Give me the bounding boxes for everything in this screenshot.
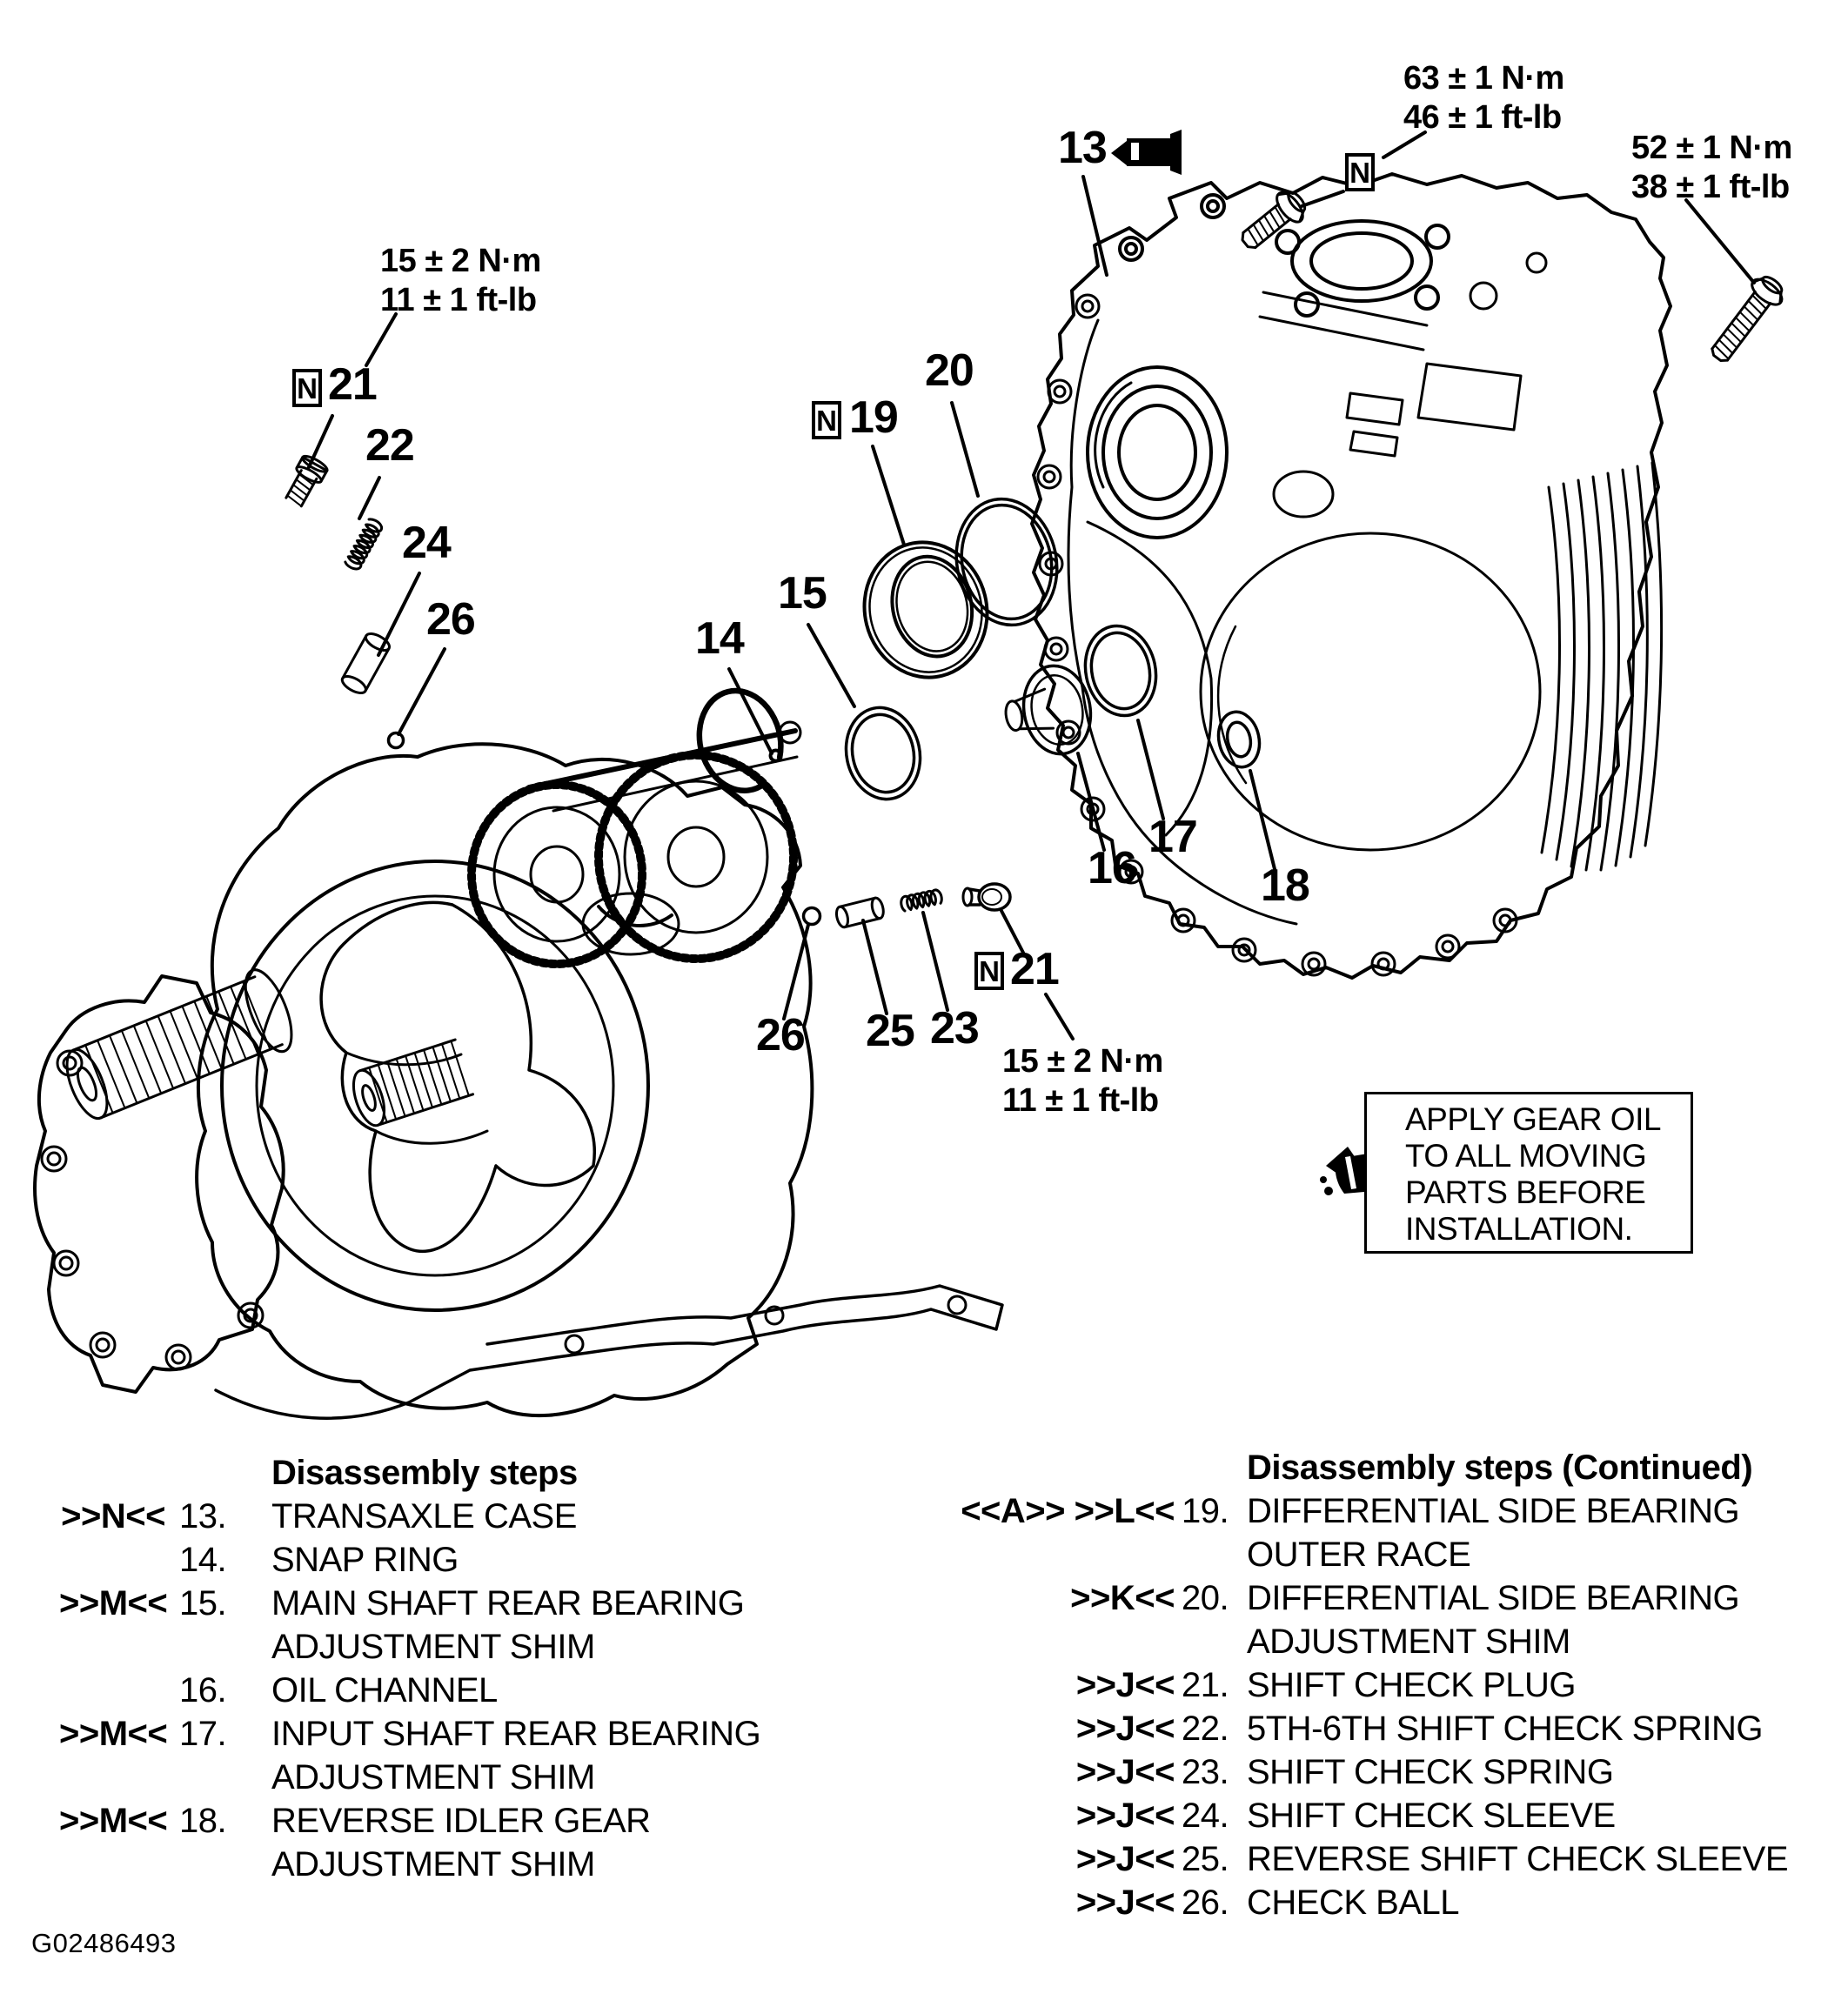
part-label-13: 13	[1058, 123, 1107, 173]
step-19	[905, 1489, 1788, 1576]
step-text: 5TH-6TH SHIFT CHECK SPRING	[1247, 1710, 1763, 1748]
step-marker: >>N<<	[61, 1497, 165, 1536]
figure-code: G02486493	[31, 1928, 177, 1958]
step-marker: >>J<<	[1075, 1753, 1175, 1791]
differential-shim-20	[945, 490, 1068, 635]
torque-spec-side-bolt	[1631, 129, 1792, 207]
step-marker: >>M<<	[59, 1715, 168, 1753]
leader-21-left	[309, 416, 332, 467]
step-number: 23.	[1182, 1753, 1229, 1791]
step-text: SHIFT CHECK SLEEVE	[1247, 1797, 1616, 1835]
torque-metric: 63 ± 1 N·m	[1403, 60, 1564, 97]
part-label-23: 23	[930, 1003, 979, 1054]
check-ball-26-left	[389, 733, 404, 748]
part-label-21-bottom: 21	[1010, 944, 1059, 994]
step-number: 20.	[1182, 1579, 1229, 1617]
step-24	[905, 1794, 1788, 1837]
torque-imperial: 11 ± 1 ft-lb	[380, 282, 537, 318]
step-number: 16.	[179, 1671, 227, 1710]
leader-15	[808, 625, 854, 706]
step-18	[59, 1799, 760, 1886]
part-label-21-left: 21	[328, 359, 377, 410]
leader-24	[378, 573, 419, 655]
step-marker	[59, 1669, 165, 1712]
step-marker: >>J<<	[1075, 1710, 1175, 1748]
step-text: REVERSE IDLER GEAR	[271, 1802, 651, 1840]
step-marker: >>J<<	[1075, 1884, 1175, 1922]
part-label-22: 22	[365, 420, 414, 471]
step-number: 18.	[179, 1802, 227, 1840]
torque-imperial: 46 ± 1 ft-lb	[1403, 99, 1562, 136]
transaxle-assembly-drawing	[35, 722, 1002, 1418]
step-16	[59, 1669, 760, 1712]
mainshaft-shim-15	[838, 700, 928, 806]
leader-23	[923, 913, 947, 1010]
torque-imperial: 38 ± 1 ft-lb	[1631, 169, 1790, 205]
step-text: CHECK BALL	[1247, 1884, 1459, 1922]
leader-19	[873, 446, 904, 545]
part-label-17: 17	[1148, 812, 1197, 862]
gear-oil-note-text	[1405, 1101, 1661, 1248]
leader-26-bottom	[784, 925, 808, 1019]
step-marker: >>K<<	[1070, 1579, 1175, 1617]
leader-17	[1138, 720, 1163, 819]
step-number: 17.	[179, 1715, 227, 1753]
step-number: 24.	[1182, 1797, 1229, 1835]
leader-22	[359, 478, 379, 519]
step-number: 21.	[1182, 1666, 1229, 1704]
sealant-symbol-21-left: N	[292, 369, 322, 407]
reverse-shift-check-sleeve-25	[834, 897, 885, 928]
step-text: ADJUSTMENT SHIM	[271, 1758, 595, 1797]
torque-spec-check-plug-upper	[380, 242, 541, 320]
disassembly-steps-continued-list	[905, 1446, 1788, 1924]
step-text: SHIFT CHECK PLUG	[1247, 1666, 1576, 1704]
step-text: DIFFERENTIAL SIDE BEARING	[1247, 1579, 1740, 1617]
sealant-symbol-19: N	[812, 401, 841, 439]
step-26	[905, 1881, 1788, 1924]
part-label-14: 14	[695, 613, 744, 664]
oil-channel-16	[999, 660, 1097, 762]
leader-21-spec	[1046, 994, 1073, 1039]
shift-check-spring-22	[345, 518, 384, 572]
step-marker: >>J<<	[1075, 1666, 1175, 1704]
step-marker: >>J<<	[1075, 1797, 1175, 1835]
input-shaft	[348, 1040, 473, 1129]
step-number: 13.	[179, 1497, 227, 1536]
list-header: Disassembly steps (Continued)	[1247, 1449, 1753, 1487]
leader-52-spec	[1686, 200, 1754, 283]
torque-imperial: 11 ± 1 ft-lb	[1002, 1082, 1159, 1119]
step-text: ADJUSTMENT SHIM	[271, 1628, 595, 1666]
part-label-25: 25	[866, 1006, 914, 1056]
step-15	[59, 1582, 760, 1669]
part-label-15: 15	[778, 568, 827, 619]
torque-metric: 52 ± 1 N·m	[1631, 130, 1792, 166]
step-14	[59, 1538, 760, 1582]
step-marker	[59, 1538, 165, 1582]
torque-spec-check-plug-lower	[1002, 1042, 1163, 1121]
part-label-16: 16	[1088, 843, 1136, 893]
leader-20	[952, 403, 978, 496]
step-20	[905, 1576, 1788, 1663]
part-label-19: 19	[849, 392, 898, 443]
step-number: 15.	[179, 1584, 227, 1623]
torque-metric: 15 ± 2 N·m	[1002, 1043, 1163, 1080]
step-text: OUTER RACE	[1247, 1536, 1471, 1574]
step-marker: >>J<<	[1075, 1840, 1175, 1878]
part-label-24: 24	[402, 518, 451, 568]
step-text: TRANSAXLE CASE	[271, 1497, 577, 1536]
step-number: 25.	[1182, 1840, 1229, 1878]
shift-check-plug-21-bottom	[963, 884, 1010, 910]
leader-symbol-bolt	[1302, 191, 1343, 206]
shift-check-spring-23	[900, 889, 942, 912]
sealant-tube-icon	[1111, 130, 1182, 175]
output-shaft	[57, 964, 301, 1130]
step-marker: >>M<<	[59, 1802, 168, 1840]
step-text: OIL CHANNEL	[271, 1671, 498, 1710]
gear-oil-note-box	[1364, 1092, 1693, 1254]
step-marker: >>M<<	[59, 1584, 168, 1623]
step-number: 14.	[179, 1541, 227, 1579]
part-label-26-left: 26	[426, 594, 475, 645]
part-label-18: 18	[1261, 860, 1309, 911]
leader-13	[1083, 177, 1107, 275]
step-22	[905, 1707, 1788, 1750]
step-marker: <<A>> >>L<<	[961, 1492, 1175, 1530]
case-bolt-side	[1704, 271, 1790, 369]
step-21	[905, 1663, 1788, 1707]
note-line: PARTS BEFORE	[1405, 1174, 1646, 1210]
leader-26-left	[398, 649, 445, 734]
step-text: MAIN SHAFT REAR BEARING	[271, 1584, 745, 1623]
note-line: TO ALL MOVING	[1405, 1138, 1647, 1174]
step-13	[59, 1495, 760, 1538]
step-text: DIFFERENTIAL SIDE BEARING	[1247, 1492, 1740, 1530]
list-header: Disassembly steps	[271, 1454, 578, 1492]
step-number: 22.	[1182, 1710, 1229, 1748]
step-25	[905, 1837, 1788, 1881]
step-text: REVERSE SHIFT CHECK SLEEVE	[1247, 1840, 1788, 1878]
step-number: 19.	[1182, 1492, 1229, 1530]
leader-25	[863, 920, 887, 1014]
step-text: ADJUSTMENT SHIM	[271, 1845, 595, 1884]
step-text: ADJUSTMENT SHIM	[1247, 1623, 1570, 1661]
step-text: SNAP RING	[271, 1541, 459, 1579]
leader-spec15-upper	[366, 314, 396, 365]
step-17	[59, 1712, 760, 1799]
sealant-symbol-top: N	[1345, 153, 1375, 191]
shift-check-plug-21-left	[282, 453, 330, 509]
note-line: APPLY GEAR OIL	[1405, 1101, 1661, 1137]
torque-spec-case-bolt	[1403, 59, 1564, 137]
disassembly-steps-list	[59, 1451, 760, 1886]
step-text: SHIFT CHECK SPRING	[1247, 1753, 1614, 1791]
torque-metric: 15 ± 2 N·m	[380, 243, 541, 279]
sealant-symbol-21-bottom: N	[974, 952, 1004, 990]
note-line: INSTALLATION.	[1405, 1211, 1633, 1247]
step-number: 26.	[1182, 1884, 1229, 1922]
part-label-26-bottom: 26	[756, 1010, 805, 1061]
step-23	[905, 1750, 1788, 1794]
check-ball-26-bottom	[804, 908, 820, 925]
part-label-20: 20	[925, 345, 974, 396]
gear-cluster	[472, 722, 800, 964]
reverse-idler-shim-18	[1214, 708, 1264, 771]
step-text: INPUT SHAFT REAR BEARING	[271, 1715, 761, 1753]
